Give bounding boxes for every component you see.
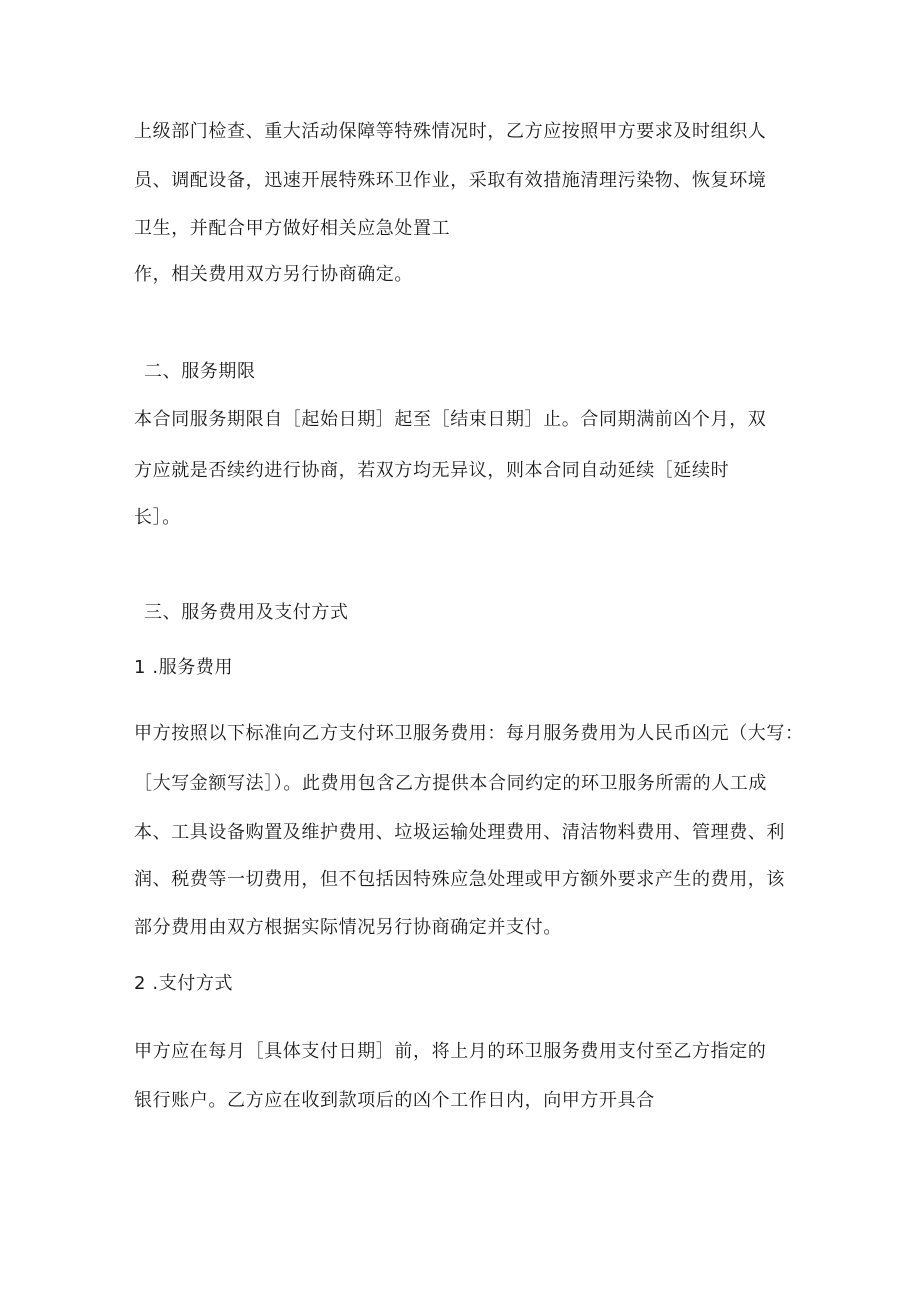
paragraph-line: 方应就是否续约进行协商，若双方均无异议，则本合同自动延续［延续时 <box>134 460 730 481</box>
paragraph-line: 长］。 <box>134 507 181 528</box>
paragraph-line: 本、工具设备购置及维护费用、垃圾运输处理费用、清洁物料费用、管理费、利 <box>134 822 785 843</box>
paragraph-line: 本合同服务期限自［起始日期］起至［结束日期］止。合同期满前凶个月，双 <box>134 409 767 430</box>
paragraph-line: 润、税费等一切费用，但不包括因特殊应急处理或甲方额外要求产生的费用，该 <box>134 869 785 890</box>
paragraph-line: 上级部门检查、重大活动保障等特殊情况时，乙方应按照甲方要求及时组织人 <box>134 121 767 142</box>
paragraph-line: 卫生，并配合甲方做好相关应急处置工 <box>134 218 451 239</box>
section-heading-fees-payment: 三、服务费用及支付方式 <box>144 602 349 623</box>
subheading-payment-method: 2 .支付方式 <box>134 973 234 994</box>
subheading-service-fee: 1 .服务费用 <box>134 657 234 678</box>
section-heading-service-term: 二、服务期限 <box>144 361 256 382</box>
paragraph-line: 甲方按照以下标准向乙方支付环卫服务费用：每月服务费用为人民币凶元（大写： <box>134 723 804 744</box>
paragraph-line: 作，相关费用双方另行协商确定。 <box>134 264 413 285</box>
paragraph-line: 部分费用由双方根据实际情况另行协商确定并支付。 <box>134 917 562 938</box>
paragraph-line: 甲方应在每月［具体支付日期］前，将上月的环卫服务费用支付至乙方指定的 <box>134 1041 767 1062</box>
paragraph-line: ［大写金额写法］）。此费用包含乙方提供本合同约定的环卫服务所需的人工成 <box>134 773 767 794</box>
paragraph-line: 银行账户。乙方应在收到款项后的凶个工作日内，向甲方开具合 <box>134 1090 655 1111</box>
paragraph-line: 员、调配设备，迅速开展特殊环卫作业，采取有效措施清理污染物、恢复环境 <box>134 170 767 191</box>
